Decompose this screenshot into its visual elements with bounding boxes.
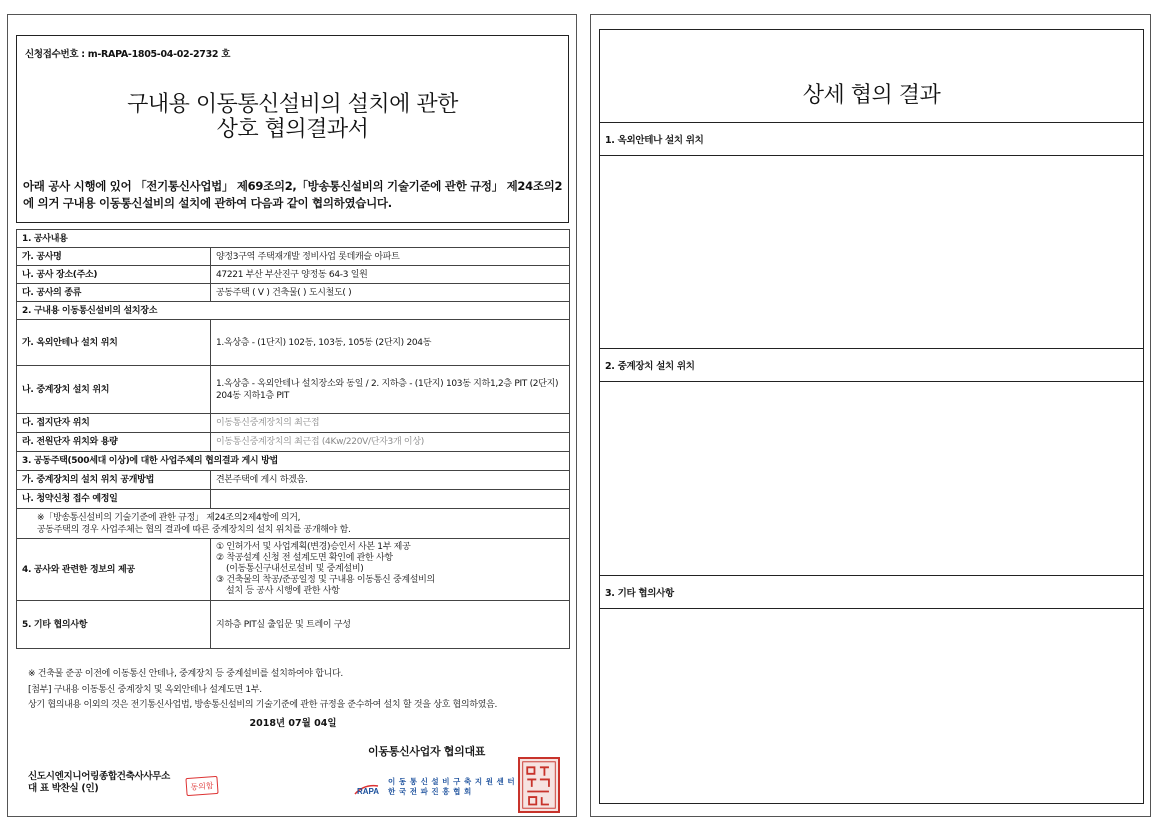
row-label: 가. 공사명 <box>17 248 211 266</box>
row-value: 이동통신중계장치의 최근접 (4Kw/220V/단자3개 이상) <box>211 433 570 452</box>
row-label: 4. 공사와 관련한 정보의 제공 <box>17 539 211 601</box>
section3-note <box>17 509 570 539</box>
row-label: 나. 청약신청 접수 예정일 <box>17 490 211 509</box>
section-heading: 3. 공동주택(500세대 이상)에 대한 사업주체의 협의결과 게시 방법 <box>17 452 570 471</box>
table-row <box>17 539 570 601</box>
carrier-representative-title: 이동통신사업자 협의대표 <box>368 745 486 758</box>
header-box <box>16 35 569 223</box>
row-value: 이동통신중계장치의 최근접 <box>211 414 570 433</box>
note-line: 공동주택의 경우 사업주체는 협의 결과에 따른 중계장치의 설치 위치를 공개해야 함. <box>37 524 351 535</box>
receipt-number: 신청접수번호 : m-RAPA-1805-04-02-2732 호 <box>25 49 231 60</box>
table-row <box>17 490 570 509</box>
row-value: 공동주택 ( V ) 건축물( ) 도시철도( ) <box>211 284 570 302</box>
table-row <box>17 414 570 433</box>
detail-section-repeater: 2. 중계장치 설치 위치 <box>600 348 1143 382</box>
row-value: 지하층 PIT실 출입문 및 트레이 구성 <box>211 601 570 649</box>
table-row <box>17 248 570 266</box>
note-line: ※ 건축물 준공 이전에 이동통신 안테나, 중계장치 등 중계설비를 설치하여야 합니다. <box>28 669 343 679</box>
row-value: 견본주택에 게시 하겠음. <box>211 471 570 490</box>
row-label: 다. 접지단자 위치 <box>17 414 211 433</box>
section-heading: 1. 공사내용 <box>17 230 570 248</box>
table-row <box>17 266 570 284</box>
row-label: 가. 옥외안테나 설치 위치 <box>17 320 211 366</box>
list-item: (이동통신구내선로설비 및 중계설비) <box>226 564 364 574</box>
table-row <box>17 601 570 649</box>
row-label: 나. 중계장치 설치 위치 <box>17 366 211 414</box>
rapa-line1: 이 동 통 신 설 비 구 축 지 원 센 터 <box>388 777 516 786</box>
detail-frame <box>599 29 1144 804</box>
table-row <box>17 284 570 302</box>
right-document-page <box>590 14 1151 817</box>
official-seal-icon <box>518 757 560 813</box>
applicant-org <box>28 771 170 795</box>
row-label: 5. 기타 협의사항 <box>17 601 211 649</box>
row-value: 1.옥상층 - 옥외안테나 설치장소와 동일 / 2. 지하층 - (1단지) 103동 지하1,2층 PIT (2단지) 204동 지하1층 PIT <box>211 366 570 414</box>
detail-section-antenna: 1. 옥외안테나 설치 위치 <box>600 122 1143 156</box>
table-row <box>17 366 570 414</box>
intro-paragraph: 아래 공사 시행에 있어 「전기통신사업법」 제69조의2,「방송통신설비의 기술기준에 관한 규정」 제24조의2에 의거 구내용 이동통신설비의 설치에 관하여 다음과 같이 협의하였습니다. <box>23 179 563 210</box>
section-heading: 2. 구내용 이동통신설비의 설치장소 <box>17 302 570 320</box>
row-value: 47221 부산 부산진구 양정동 64-3 일원 <box>211 266 570 284</box>
list-item: 설치 등 공사 시행에 관한 사항 <box>226 586 340 596</box>
agree-stamp: 동의함 <box>185 776 218 796</box>
row-label: 나. 공사 장소(주소) <box>17 266 211 284</box>
footer-notes <box>28 667 558 714</box>
table-row <box>17 320 570 366</box>
rapa-logo-icon <box>354 781 388 795</box>
document-title-line2: 상호 협의결과서 <box>216 117 369 142</box>
detail-section-other: 3. 기타 협의사항 <box>600 575 1143 609</box>
left-document-page <box>7 14 577 817</box>
row-value: 1.옥상층 - (1단지) 102동, 103동, 105동 (2단지) 204동 <box>211 320 570 366</box>
note-line: ※「방송통신설비의 기술기준에 관한 규정」 제24조의2제4항에 의거, <box>37 512 301 523</box>
note-line: [첨부] 구내용 이동통신 중계장치 및 옥외안테나 설계도면 1부. <box>28 684 262 695</box>
row-value: 양정3구역 주택재개발 정비사업 롯데캐슬 아파트 <box>211 248 570 266</box>
org-representative: 대 표 박찬실 (인) <box>28 783 99 794</box>
note-line: 상기 협의내용 이외의 것은 전기통신사업법, 방송통신설비의 기술기준에 관한 규정을 준수하여 설치 할 것을 상호 협의하였음. <box>28 700 498 710</box>
list-item: ① 인허가서 및 사업계획(변경)승인서 사본 1부 제공 <box>216 542 411 552</box>
agreement-date: 2018년 07월 04일 <box>249 718 337 729</box>
table-row <box>17 433 570 452</box>
row-label: 가. 중계장치의 설치 위치 공개방법 <box>17 471 211 490</box>
document-title-line1: 구내용 이동통신설비의 설치에 관한 <box>127 92 458 117</box>
list-item: ② 착공설계 신청 전 설계도면 확인에 관한 사항 <box>216 553 393 563</box>
row-label: 다. 공사의 종류 <box>17 284 211 302</box>
list-item: ③ 건축물의 착공/준공일정 및 구내용 이동통신 중계설비의 <box>216 575 435 585</box>
detail-title: 상세 협의 결과 <box>802 83 941 108</box>
rapa-line2: 한 국 전 파 진 흥 협 회 <box>388 787 472 796</box>
svg-text:RAPA: RAPA <box>357 787 380 796</box>
agreement-table <box>16 229 570 649</box>
row-value <box>211 490 570 509</box>
table-row <box>17 471 570 490</box>
row-value <box>211 539 570 601</box>
row-label: 라. 전원단자 위치와 용량 <box>17 433 211 452</box>
org-name: 신도시엔지니어링종합건축사사무소 <box>28 771 171 782</box>
rapa-center-name <box>388 777 515 797</box>
